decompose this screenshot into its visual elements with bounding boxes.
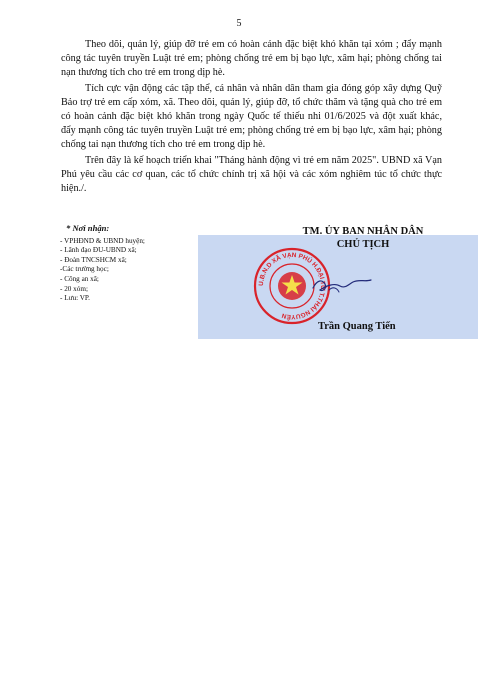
paragraph-3: Trên đây là kế hoạch triển khai "Tháng hành động vì trẻ em năm 2025". UBND xã Vạn Phú yêu cầu các cơ quan, các tổ chức chính trị xã hội và các xóm nghiêm túc tổ chức thực hiện./. bbox=[61, 154, 442, 195]
body-text bbox=[61, 38, 442, 197]
signer-name: Trần Quang Tiến bbox=[318, 321, 396, 332]
recipient-item: - Công an xã; bbox=[60, 274, 99, 283]
recipients-title: * Nơi nhận: bbox=[66, 223, 110, 233]
paragraph-1: Theo dõi, quản lý, giúp đỡ trẻ em có hoàn cảnh đặc biệt khó khăn tại xóm ; đẩy mạnh công tác tuyên truyền Luật trẻ em; phòng chống trẻ em bị bạo lực, xâm hại; phòng chống tai nạn thương tích cho trẻ em trong dịp hè. bbox=[61, 39, 442, 79]
signature-org-name: TM. ỦY BAN NHÂN DÂN bbox=[302, 226, 424, 237]
recipient-item: - Đoàn TNCSHCM xã; bbox=[60, 255, 127, 264]
handwritten-signature-icon bbox=[307, 270, 377, 300]
paragraph-2: Tích cực vận động các tập thể, cá nhân và nhân dân tham gia đóng góp xây dựng Quỹ Bảo trợ trẻ em cấp xóm, xã. Theo dõi, quản lý, giúp đỡ, tổ chức thăm và tặng quà cho trẻ em có hoàn cảnh đặc biệt khó khăn trong ngày Quốc tế thiếu nhi 01/6/2025 và đột xuất khác, đẩy mạnh công tác tuyên truyền Luật trẻ em; phòng chống trẻ em bị bạo lực, xâm hại; phòng chống tai nạn thương tích cho trẻ em trong dịp hè. bbox=[61, 82, 442, 151]
page-number: 5 bbox=[236, 18, 242, 29]
signature-position: CHỦ TỊCH bbox=[336, 239, 390, 250]
recipient-item: - VPHĐND & UBND huyện; bbox=[60, 236, 145, 245]
seal-text: U.B.N.D XÃ VẠN PHÚ H.ĐẠI TỪ T.THÁI NGUYÊN bbox=[257, 251, 327, 321]
recipient-item: - Lãnh đạo ĐU-UBND xã; bbox=[60, 246, 137, 255]
recipient-item: - 20 xóm; bbox=[60, 284, 88, 293]
recipient-item: -Các trường học; bbox=[60, 265, 109, 274]
recipients-list bbox=[60, 224, 210, 304]
recipient-item: - Lưu: VP. bbox=[60, 294, 90, 303]
